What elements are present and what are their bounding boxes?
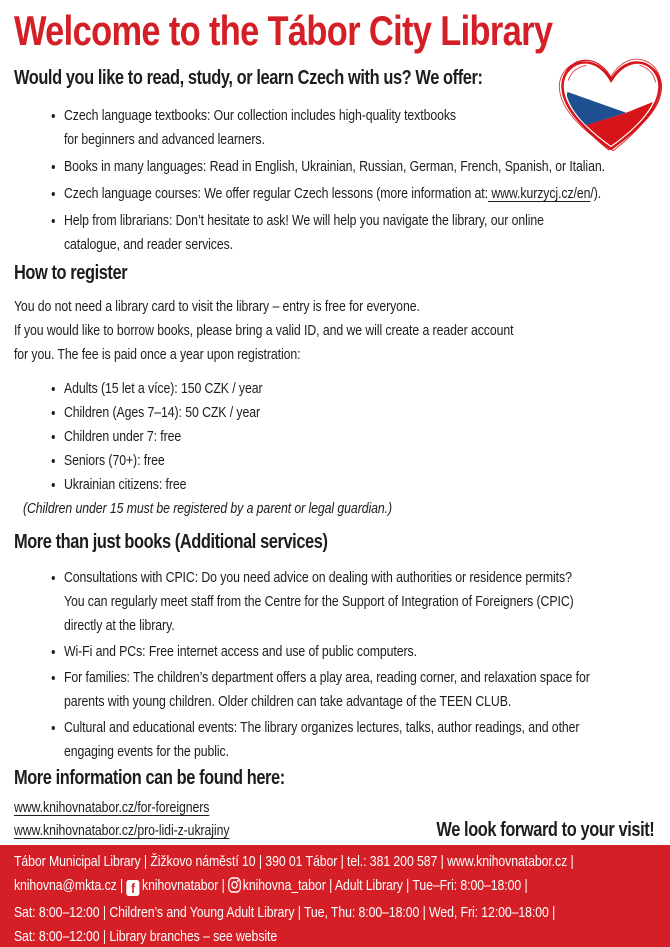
farewell-text: We look forward to your visit!: [436, 819, 655, 841]
registration-note: (Children under 15 must be registered by a parent or legal guardian.): [22, 500, 392, 517]
fee-item-seniors: • Seniors (70+): free: [64, 450, 656, 472]
footer-line-2: knihovna@mkta.cz | f knihovnatabor | knihovna_tabor | Adult Library | Tue–Fri: 8:00–18:00 |: [14, 874, 656, 901]
register-heading: How to register: [13, 262, 128, 284]
footer-line-1: Tábor Municipal Library | Žižkovo náměstí 10 | 390 01 Tábor | tel.: 381 200 587 | www.knihovnatabor.cz |: [13, 853, 574, 870]
page-title: Welcome to the Tábor City Library: [13, 7, 553, 54]
fees-list: [14, 378, 656, 496]
footer-email: knihovna@mkta.cz |: [13, 877, 124, 894]
instagram-icon[interactable]: [228, 877, 241, 901]
offer-list: [14, 104, 656, 257]
kurzy-link[interactable]: www.kurzycj.cz/en: [487, 185, 591, 202]
services-list: [14, 566, 656, 764]
instagram-handle: knihovna_tabor: [242, 877, 326, 894]
service-item-cpic: • Consultations with CPIC: Do you need advice on dealing with authorities or residence permits? You can regularly meet staff from the Centre for the Support of Integration of Foreigners (CPIC) directly at the library.: [64, 566, 656, 638]
footer: [0, 845, 670, 947]
offer-item-courses: • Czech language courses: We offer regular Czech lessons (more information at: www.kurzycj.cz/en/).: [64, 182, 656, 206]
links-column: [14, 796, 229, 842]
intro-heading: Would you like to read, study, or learn Czech with us? We offer:: [13, 67, 483, 89]
footer-line-4: Sat: 8:00–12:00 | Library branches – see website: [13, 928, 278, 945]
facebook-handle: knihovnatabor: [142, 877, 219, 894]
offer-item-languages: • Books in many languages: Read in English, Ukrainian, Russian, German, French, Spanish, or Italian.: [64, 155, 656, 179]
fee-item-adults: • Adults (15 let a více): 150 CZK / year: [64, 378, 656, 400]
link-for-foreigners[interactable]: www.knihovnatabor.cz/for-foreigners: [13, 799, 210, 816]
footer-line-3: Sat: 8:00–12:00 | Children’s and Young Adult Library | Tue, Thu: 8:00–18:00 | Wed, Fri: 12:00–18:00 |: [13, 904, 556, 921]
link-pro-lidi-z-ukrajiny[interactable]: www.knihovnatabor.cz/pro-lidi-z-ukrajiny: [13, 822, 230, 839]
fee-item-children-under-7: • Children under 7: free: [64, 426, 656, 448]
offer-item-librarians: • Help from librarians: Don’t hesitate to ask! We will help you navigate the library, our online catalogue, and reader services.: [64, 209, 656, 257]
links-row: [14, 796, 656, 842]
fee-item-ukrainian-citizens: • Ukrainian citizens: free: [64, 474, 656, 496]
service-item-wifi: • Wi-Fi and PCs: Free internet access and use of public computers.: [64, 640, 656, 664]
facebook-icon[interactable]: f: [126, 880, 139, 896]
services-heading: More than just books (Additional services): [13, 531, 328, 553]
more-info-heading: More information can be found here:: [13, 767, 285, 789]
fee-item-children: • Children (Ages 7–14): 50 CZK / year: [64, 402, 656, 424]
register-paragraph: You do not need a library card to visit the library – entry is free for everyone. If you would like to borrow books, please bring a valid ID, and we will create a reader account for you. The fee is paid once a year upon registration:: [13, 298, 514, 363]
offer-item-textbooks: • Czech language textbooks: Our collection includes high-quality textbooks for beginners and advanced learners.: [64, 104, 656, 152]
service-item-events: • Cultural and educational events: The library organizes lectures, talks, author readings, and other engaging events for the public.: [64, 716, 656, 764]
service-item-families: • For families: The children’s department offers a play area, reading corner, and relaxation space for parents with young children. Older children can take advantage of the TEEN CLUB.: [64, 666, 656, 714]
